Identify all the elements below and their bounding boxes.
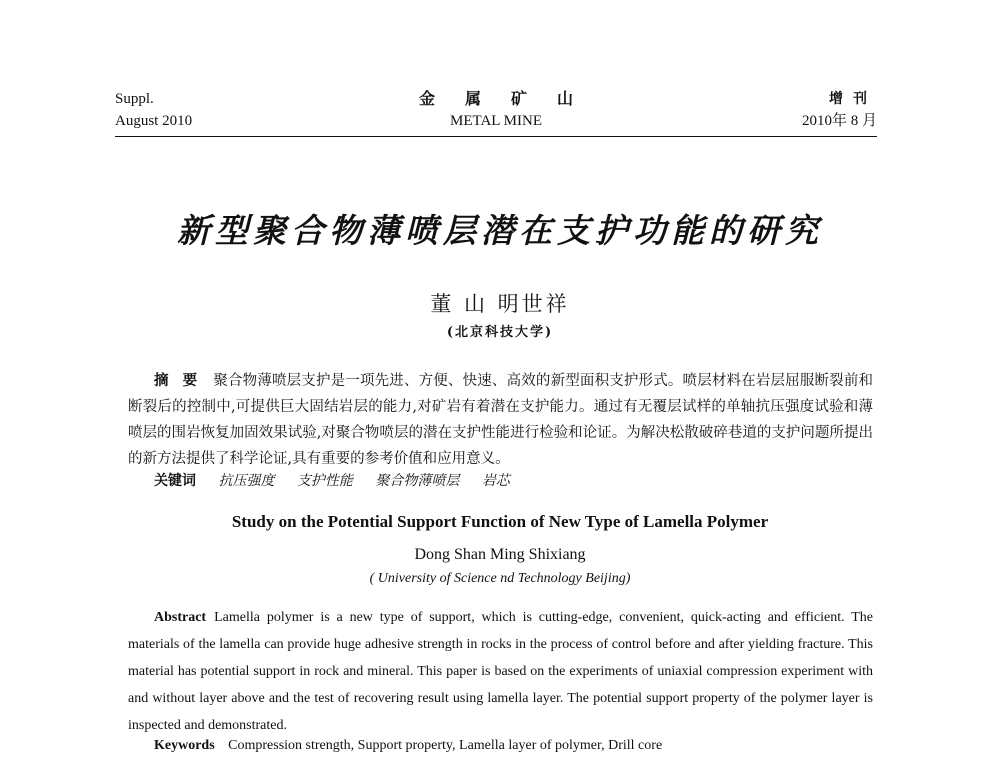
header-divider [115, 136, 877, 137]
affiliation-cn: (北京科技大学) [446, 325, 554, 340]
header-supplement-cn: 增刊 [829, 91, 877, 107]
abstract-cn-label: 摘要 [154, 372, 212, 389]
keywords-en-label: Keywords [154, 738, 215, 753]
abstract-en [128, 604, 873, 739]
running-header [115, 88, 877, 136]
keyword-cn: 岩芯 [481, 473, 510, 489]
authors-en: Dong Shan Ming Shixiang [414, 546, 586, 563]
header-date-cn: 2010年 8 月 [801, 113, 877, 129]
header-date-en: August 2010 [115, 113, 193, 129]
paper-title-en: Study on the Potential Support Function of New Type of Lamella Polymer [231, 512, 769, 531]
abstract-en-text: Lamella polymer is a new type of support, which is cutting-edge, convenient, quick-acting and efficient. The materials of the lamella can provide huge adhesive strength in rocks in the process of control before and after yielding fracture. This material has potential support in rock and mineral. This paper is based on the experiments of uniaxial compression experiment with and without layer above and the test of recovering result using lamella layer. The potential support property of the polymer layer is inspected and demonstrated. [128, 610, 873, 733]
journal-name-cn: 金属矿山 [418, 89, 603, 108]
abstract-cn [128, 368, 873, 472]
header-suppl: Suppl. [115, 91, 154, 107]
keywords-cn-label: 关键词 [154, 473, 196, 489]
header-right [802, 88, 877, 132]
keyword-cn: 抗压强度 [218, 473, 275, 489]
keywords-en [154, 736, 662, 756]
keywords-cn [154, 470, 528, 492]
keyword-cn: 聚合物薄喷层 [375, 473, 460, 489]
keywords-en-text: Compression strength, Support property, Lamella layer of polymer, Drill core [228, 738, 663, 753]
authors-cn: 董 山 明世祥 [430, 292, 570, 316]
journal-name-en: METAL MINE [450, 113, 542, 129]
paper-title-cn: 新型聚合物薄喷层潜在支护功能的研究 [177, 211, 823, 250]
abstract-cn-text: 聚合物薄喷层支护是一项先进、方便、快速、高效的新型面积支护形式。喷层材料在岩层屈服断裂前和断裂后的控制中,可提供巨大固结岩层的能力,对矿岩有着潜在支护能力。通过有无覆层试样的单轴抗压强度试验和薄喷层的围岩恢复加固效果试验,对聚合物喷层的潜在支护性能进行检验和论证。为解决松散破碎巷道的支护问题所提出的新方法提供了科学论证,具有重要的参考价值和应用意义。 [128, 373, 873, 467]
header-center [115, 88, 877, 132]
keyword-cn: 支护性能 [296, 473, 353, 489]
affiliation-en: ( University of Science nd Technology Beijing) [369, 571, 631, 586]
abstract-en-label: Abstract [154, 610, 207, 625]
